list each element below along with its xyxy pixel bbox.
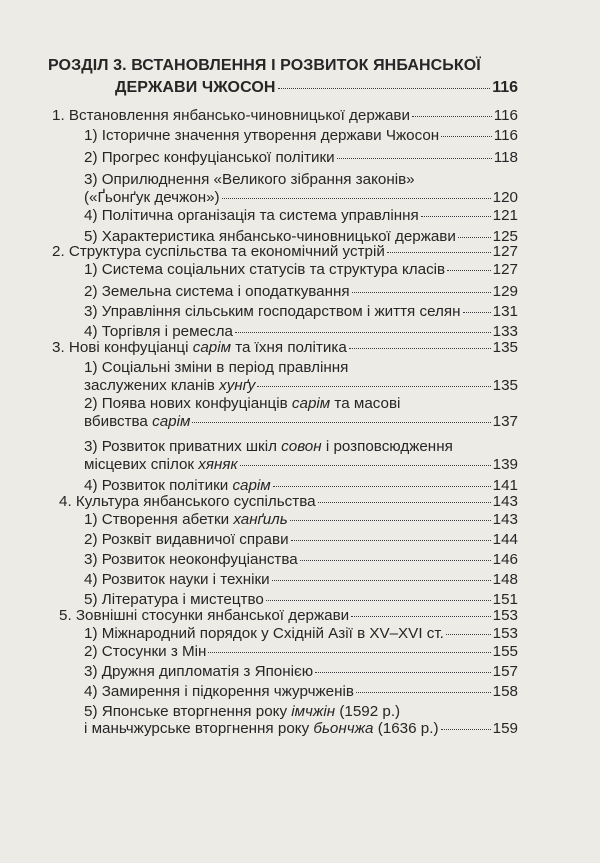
- toc-entry-page-number: 116: [493, 127, 518, 144]
- toc-entry-title: заслужених кланів хунґу: [84, 377, 256, 394]
- toc-entry-page-number: 143: [492, 511, 518, 528]
- toc-entry-page-number: 159: [492, 720, 518, 737]
- toc-entry: [84, 258, 518, 282]
- toc-entry-title: 1) Створення абетки ханґиль: [84, 511, 288, 528]
- dot-leader: [272, 580, 491, 581]
- dot-leader: [290, 520, 491, 521]
- dot-leader: [356, 692, 491, 693]
- toc-entry-page-number: 139: [492, 456, 518, 473]
- chapter-title-line-2: [115, 76, 518, 100]
- dot-leader: [222, 198, 491, 199]
- toc-entry-page-number: 129: [492, 283, 518, 300]
- toc-entry-title: 2) Прогрес конфуціанської політики: [84, 149, 335, 166]
- toc-entry-title: 3) Оприлюднення «Великого зібрання законів»: [84, 171, 415, 188]
- toc-entry-title: вбивства сарім: [84, 413, 191, 430]
- toc-entry-title: 5) Характеристика янбансько-чиновницької держави: [84, 228, 456, 245]
- toc-entry: [84, 124, 518, 148]
- toc-entry-title: 1) Соціальні зміни в період правління: [84, 359, 349, 376]
- toc-entry: [84, 410, 518, 434]
- dot-leader: [291, 540, 491, 541]
- dot-leader: [441, 729, 491, 730]
- dot-leader: [337, 158, 492, 159]
- toc-entry-page-number: 135: [492, 339, 518, 356]
- toc-entry-title: 3) Дружня дипломатія з Японією: [84, 663, 314, 680]
- dot-leader: [412, 116, 492, 117]
- dot-leader: [463, 312, 491, 313]
- toc-entry-page-number: 133: [492, 323, 518, 340]
- toc-entry-title: 5. Зовнішні стосунки янбанської держави: [59, 607, 350, 624]
- dot-leader: [273, 486, 491, 487]
- toc-entry-page-number: 118: [493, 149, 518, 166]
- dot-leader: [266, 600, 491, 601]
- dot-leader: [349, 348, 491, 349]
- toc-entry-page-number: 157: [492, 663, 518, 680]
- toc-entry-page-number: 155: [492, 643, 518, 660]
- toc-entry-page-number: 125: [492, 228, 518, 245]
- toc-entry-title: 5) Японське вторгнення року імчжін (1592 р.): [84, 703, 401, 720]
- toc-entry-page-number: 131: [492, 303, 518, 320]
- toc-entry-title: 4) Політична організація та система управління: [84, 207, 419, 224]
- chapter-page-number: 116: [492, 79, 518, 96]
- dot-leader: [278, 88, 491, 89]
- toc-entry-page-number: 141: [492, 477, 518, 494]
- toc-entry: [84, 146, 518, 170]
- dot-leader: [421, 216, 491, 217]
- dot-leader: [315, 672, 491, 673]
- toc-entry-page-number: 146: [492, 551, 518, 568]
- dot-leader: [447, 270, 491, 271]
- dot-leader: [257, 386, 490, 387]
- toc-entry-page-number: 153: [492, 607, 518, 624]
- toc-entry-title: 2) Земельна система і оподаткування: [84, 283, 350, 300]
- toc-entry-title: 4. Культура янбанського суспільства: [59, 493, 316, 510]
- dot-leader: [446, 634, 491, 635]
- chapter-title-text-1: РОЗДІЛ 3. ВСТАНОВЛЕННЯ І РОЗВИТОК ЯНБАНСЬКОЇ: [48, 57, 481, 74]
- toc-entry-page-number: 137: [492, 413, 518, 430]
- toc-entry-page-number: 143: [492, 493, 518, 510]
- toc-entry-title: 3) Розвиток приватних шкіл совон і розповсюдження: [84, 438, 453, 455]
- dot-leader: [235, 332, 491, 333]
- toc-entry-page-number: 153: [492, 625, 518, 642]
- toc-entry-title: 1. Встановлення янбансько-чиновницької держави: [52, 107, 410, 124]
- toc-entry-title: 3) Управління сільським господарством і життя селян: [84, 303, 461, 320]
- toc-entry-page-number: 120: [492, 189, 518, 206]
- toc-entry-title: і маньчжурське вторгнення року бьончжа (1636 р.): [84, 720, 439, 737]
- toc-entry-page-number: 148: [492, 571, 518, 588]
- dot-leader: [458, 237, 491, 238]
- toc-entry-title: 2) Стосунки з Мін: [84, 643, 207, 660]
- toc-entry-title: 2) Поява нових конфуціанців сарім та масові: [84, 395, 401, 412]
- toc-entry-title: 2. Структура суспільства та економічний устрій: [52, 243, 385, 260]
- dot-leader: [300, 560, 491, 561]
- toc-entry-title: 1) Міжнародний порядок у Східній Азії в XV–XVI ст.: [84, 625, 444, 642]
- toc-entry-page-number: 151: [492, 591, 518, 608]
- toc-entry: [84, 717, 518, 741]
- dot-leader: [192, 422, 490, 423]
- toc-entry-page-number: 144: [492, 531, 518, 548]
- toc-entry-page-number: 127: [492, 243, 518, 260]
- toc-entry-title: 3) Розвиток неоконфуціанства: [84, 551, 298, 568]
- toc-entry-title: 3. Нові конфуціанці сарім та їхня політика: [52, 339, 347, 356]
- chapter-title-text-2: ДЕРЖАВИ ЧЖОСОН: [115, 79, 276, 96]
- toc-entry-title: 4) Торгівля і ремесла: [84, 323, 233, 340]
- dot-leader: [240, 465, 491, 466]
- toc-entry-page-number: 121: [492, 207, 518, 224]
- toc-entry-title: 4) Розвиток науки і техніки: [84, 571, 270, 588]
- dot-leader: [441, 136, 492, 137]
- dot-leader: [318, 502, 491, 503]
- toc-entry-title: («Ґьонґук дечжон»): [84, 189, 220, 206]
- toc-entry-title: 5) Література і мистецтво: [84, 591, 264, 608]
- toc-entry-title: 2) Розквіт видавничої справи: [84, 531, 289, 548]
- dot-leader: [351, 616, 490, 617]
- toc-entry-title: 4) Замирення і підкорення чжурчженів: [84, 683, 354, 700]
- toc-entry-page-number: 158: [492, 683, 518, 700]
- toc-entry-title: 4) Розвиток політики сарім: [84, 477, 271, 494]
- dot-leader: [208, 652, 490, 653]
- dot-leader: [387, 252, 491, 253]
- toc-entry-title: 1) Система соціальних статусів та структура класів: [84, 261, 446, 278]
- toc-entry-page-number: 135: [492, 377, 518, 394]
- chapter-title-line-1: [48, 54, 518, 78]
- toc-entry-page-number: 127: [492, 261, 518, 278]
- dot-leader: [352, 292, 491, 293]
- toc-entry-title: місцевих спілок хяняк: [84, 456, 238, 473]
- toc-entry-title: 1) Історичне значення утворення держави Чжосон: [84, 127, 440, 144]
- toc-entry-page-number: 116: [493, 107, 518, 124]
